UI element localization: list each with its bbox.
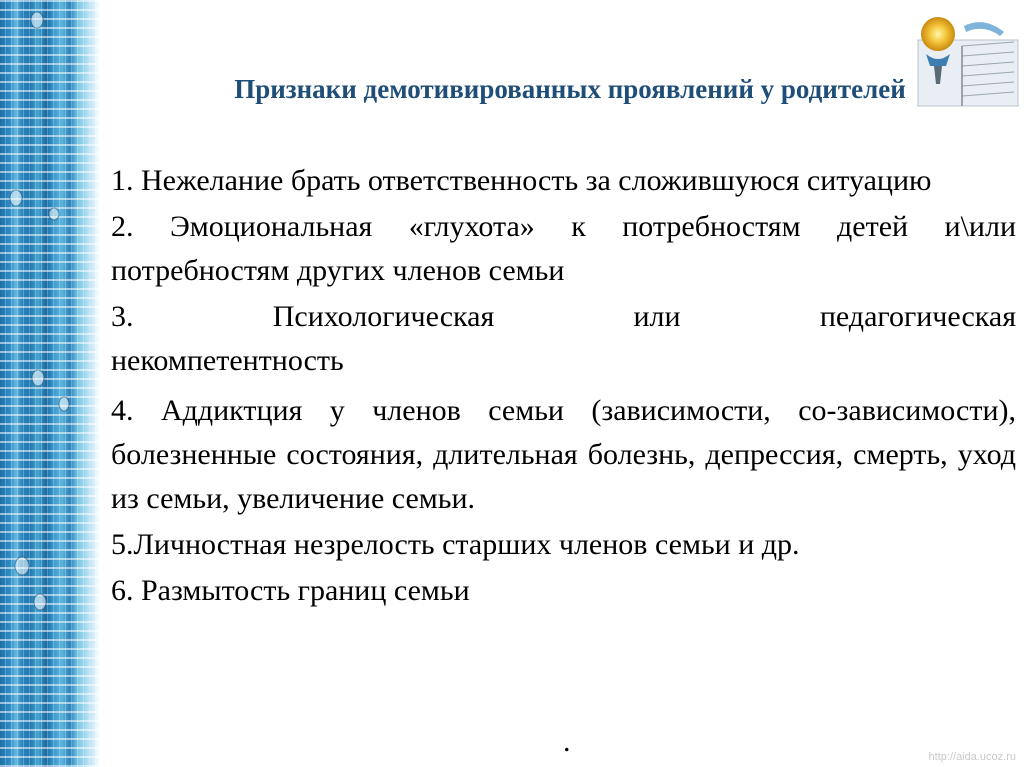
list-item <box>111 295 1016 383</box>
list-item: 6. Размытость границ семьи <box>111 574 470 607</box>
list-item: 1. Нежелание брать ответственность за сложившуюся ситуацию <box>111 164 932 197</box>
list-item: 5.Личностная незрелость старших членов семьи и др. <box>111 528 800 561</box>
list-item-word: педагогическая <box>819 300 1016 333</box>
list-item-word: 3. <box>111 300 134 333</box>
list-item: 4. Аддиктция у членов семьи (зависимости, со-зависимости), болезненные состояния, длительная болезнь, депрессия, смерть, уход из семьи, увеличение семьи. <box>111 394 1016 515</box>
list-item-word: или <box>633 300 681 333</box>
list-item-word: Психологическая <box>272 300 495 333</box>
list-item-line: некомпетентность <box>111 344 344 377</box>
slide-title: Признаки демотивированных проявлений у родителей <box>234 74 906 104</box>
items-list <box>111 159 1016 615</box>
trailing-dot: . <box>563 725 571 758</box>
list-item-line <box>111 295 1016 339</box>
water-drops-icon <box>0 0 100 767</box>
watermark: http://aida.ucoz.ru <box>928 751 1016 763</box>
list-item: 2. Эмоциональная «глухота» к потребностям детей и\или потребностям других членов семьи <box>111 210 1016 287</box>
